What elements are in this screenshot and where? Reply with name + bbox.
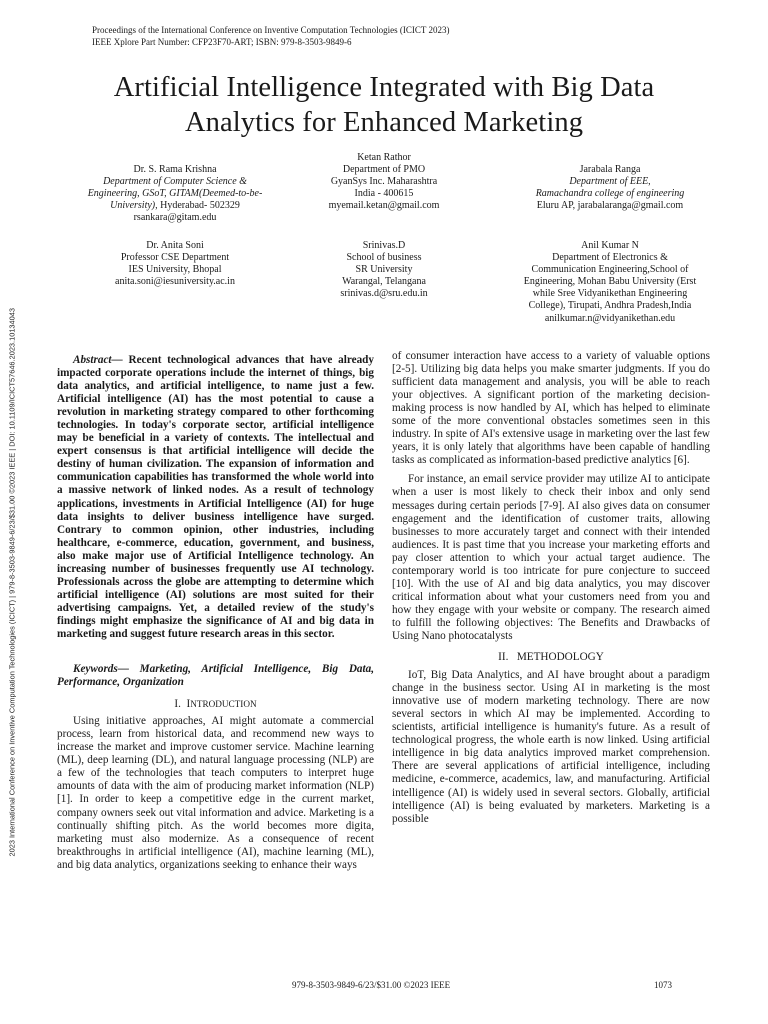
author-affiliation: Engineering, Mohan Babu University (Erst: [523, 276, 697, 288]
isbn-line: IEEE Xplore Part Number: CFP23F70-ART; ISBN: 979-8-3503-9849-6: [92, 37, 352, 47]
author-affiliation: Ramachandra college of engineering: [535, 188, 685, 200]
section-heading-introduction: [57, 698, 374, 711]
author-email: Eluru AP, jarabalaranga@gmail.com: [536, 200, 684, 212]
section-number: I.: [174, 698, 181, 711]
author-name: Anil Kumar N: [581, 240, 639, 251]
introduction-paragraph-2: For instance, an email service provider may utilize AI to anticipate when a user is most likely to check their inbox and only send messages during certain periods [7-9]. AI also gives data on consumer engagement and the identification of customer traits, allowing businesses to more accurately target and connect with their intended audiences. It is past time that you increase your marketing efforts and pay closer attention to which your actual target audience. The contemporary world is too intricate for pure conjecture to succeed [10]. With the use of AI and big data analytics, you may discover critical information about what your customers need from you and how they engage with your website or company. The research aimed to fulfill the following objectives: The Benefits and Drawbacks of Using Nano photocatalysts: [392, 473, 710, 642]
title-line-1: Artificial Intelligence Integrated with Big Data: [113, 72, 655, 103]
paper-title: [40, 70, 728, 140]
author-email: anita.soni@iesuniversity.ac.in: [115, 276, 235, 288]
author-name: Dr. Anita Soni: [146, 240, 204, 251]
author-location: Hyderabad- 502329: [157, 200, 240, 212]
author-affiliation: Engineering, GSoT, GITAM(Deemed-to-be-: [87, 188, 263, 200]
author-block-6: [500, 240, 720, 325]
running-header: [92, 24, 449, 48]
author-block-5: [290, 240, 478, 300]
author-name: Jarabala Ranga: [579, 164, 641, 175]
section-heading-methodology: [392, 651, 710, 664]
author-affiliation: Department of Computer Science &: [103, 176, 247, 188]
author-block-3: [500, 164, 720, 212]
author-affiliation: Communication Engineering,School of: [531, 264, 689, 276]
author-block-2: [290, 152, 478, 212]
introduction-paragraph-continued: of consumer interaction have access to a variety of valuable options [2-5]. Utilizing big data helps you make smarter judgments. If you do sufficient data management and analysis, you will be able to reach your objectives. A significant portion of the marketing decision-making process is now handled by AI, which has helped to eliminate some of the more conventional obstacles sometimes seen in this industry. In spite of AI's extensive usage in marketing over the last few years, it is only lately that algorithms have been capable of handling tasks as complicated as information-based predictive analytics [6].: [392, 350, 710, 467]
section-title: NTRODUCTION: [190, 699, 257, 710]
author-affiliation: SR University: [355, 264, 413, 276]
page-number: 1073: [654, 980, 672, 990]
title-line-2: Analytics for Enhanced Marketing: [184, 107, 584, 138]
author-affiliation: Department of Electronics &: [552, 252, 668, 264]
author-location: Warangal, Telangana: [342, 276, 426, 288]
author-block-4: [85, 240, 265, 288]
introduction-paragraph: Using initiative approaches, AI might automate a commercial process, learn from historical data, and recommend new ways to increase the market and improve customer service. Machine learning (ML), deep learning (DL), and natural language processing (NLP) are a few of the technologies that teach computers to interpret huge amounts of data with the aim of producing market information (NLP) [1]. In order to keep a competitive edge in the current market, company owners seek out vital information and advice. Marketing is a continually shifting pitch. As the world becomes more digita, marketing must also modernize. As a consequence of recent breakthroughs in artificial intelligence (AI), machine learning (ML), and big data analytics, organizations seeking to enhance their ways: [57, 715, 374, 871]
author-affiliation: Professor CSE Department: [120, 252, 230, 264]
author-email: rsankara@gitam.edu: [133, 212, 217, 224]
author-location: India - 400615: [354, 188, 414, 200]
author-email: anilkumar.n@vidyanikethan.edu: [544, 312, 676, 324]
author-affiliation: University),: [110, 200, 158, 212]
author-affiliation: Department of PMO: [342, 164, 426, 176]
doi-side-strip: 2023 International Conference on Inventive Computation Technologies (ICICT) | 979-8-3503-9849-6/23/$31.00 ©2023 IEEE | DOI: 10.1109/ICICT57646.2023.10134043: [7, 308, 17, 857]
abstract: [57, 354, 374, 641]
author-name: Ketan Rathor: [357, 152, 411, 163]
abstract-text: Recent technological advances that have already impacted corporate operations include the internet of things, big data analytics, and artificial intelligence, to name just a few. Artificial intelligence (AI) has the most potential to cause a revolution in marketing strategy compared to other forthcoming technologies. In today's corporate sector, artificial intelligence may be beneficial in a variety of contexts. The intellectual and expert consensus is that artificial intelligence will decide the destiny of human civilization. The expansion of information and communication capabilities has transformed the whole world into a massive network of linked nodes. As a result of technology applications, investments in Artificial Intelligence (AI) for huge data insights to deliver business intelligence have surged. Contrary to common opinion, other industries, including healthcare, e-commerce, education, government, and business, also make major use of Artificial Intelligence technology. An increasing number of businesses frequently use AI technology. Professionals across the globe are attempting to determine which artificial intelligence (AI) solutions are most suited for their advertising campaigns. Yet, a detailed review of the study's findings might emphasize the significance of AI and big data in marketing and suggest future research areas in this sector.: [57, 354, 374, 640]
footer-copyright: 979-8-3503-9849-6/23/$31.00 ©2023 IEEE: [292, 980, 451, 990]
right-column: [392, 350, 710, 826]
author-block-1: [85, 164, 265, 224]
conference-line: Proceedings of the International Conference on Inventive Computation Technologies (ICICT 2023): [92, 25, 450, 35]
author-location: College), Tirupati, Andhra Pradesh,India: [528, 300, 692, 312]
author-name: Srinivas.D: [362, 240, 406, 251]
keywords: Keywords— Marketing, Artificial Intelligence, Big Data, Performance, Organization: [57, 663, 374, 689]
author-affiliation: GyanSys Inc. Maharashtra: [330, 176, 438, 188]
abstract-label: Abstract—: [73, 354, 123, 366]
section-number: II.: [498, 651, 509, 664]
section-title: METHODOLOGY: [516, 651, 604, 664]
methodology-paragraph: IoT, Big Data Analytics, and AI have brought about a paradigm change in the business sector. Using AI in marketing is the most innovative use of modern marketing technology. There are now several sectors in which AI may be implemented. According to scientists, artificial intelligence is humanity's future. As a result of technological progress, the whole earth is now linked. Using artificial intelligence in big data analytics improved market comprehension. There are several applications of artificial intelligence, including medicine, e-commerce, academics, law, and manufacturing. Artificial intelligence (AI) is widely used in several sectors. Globally, artificial intelligence (AI) is being evaluated by marketers. Marketing is a possible: [392, 669, 710, 825]
author-email: srinivas.d@sru.edu.in: [340, 288, 428, 300]
section-title-initial: I: [186, 698, 191, 711]
author-name: Dr. S. Rama Krishna: [133, 164, 217, 175]
author-email: myemail.ketan@gmail.com: [328, 200, 440, 212]
author-affiliation: IES University, Bhopal: [128, 264, 222, 276]
author-affiliation: School of business: [346, 252, 422, 264]
left-column: [57, 354, 374, 872]
author-affiliation: while Sree Vidyanikethan Engineering: [532, 288, 688, 300]
author-affiliation: Department of EEE,: [569, 176, 651, 188]
